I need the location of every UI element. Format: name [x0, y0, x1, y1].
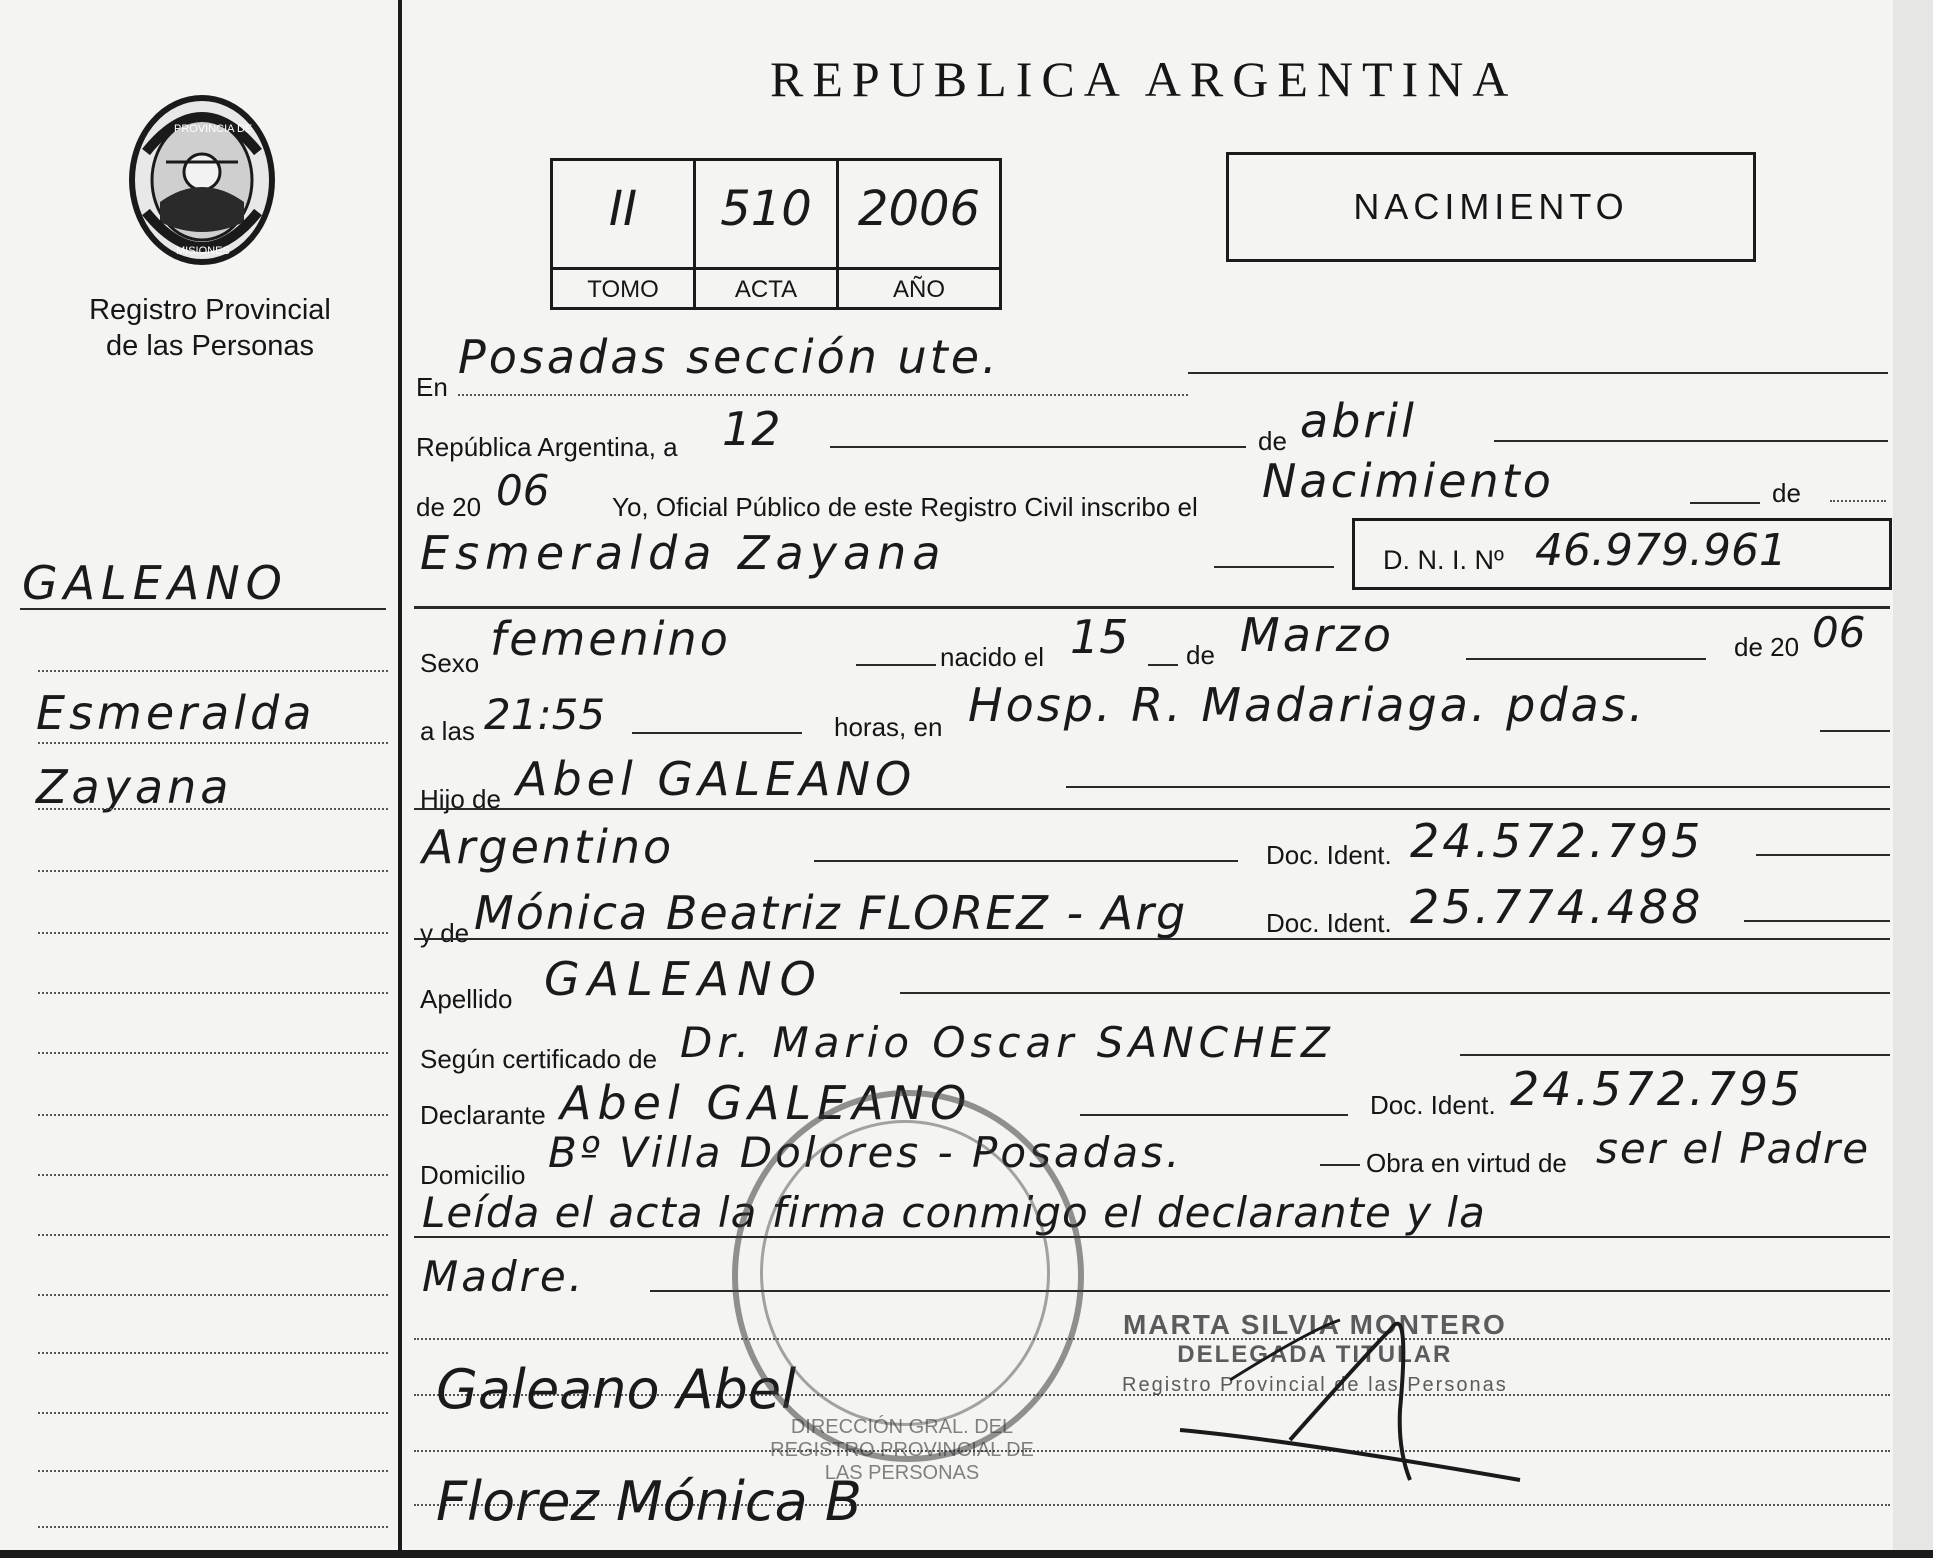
left-surname-line: [20, 608, 386, 610]
sexo-value: femenino: [490, 612, 731, 666]
tomo-cell: [553, 161, 696, 307]
a-las-label: a las: [420, 716, 475, 746]
day-value: 12: [722, 402, 781, 456]
left-rule: [38, 742, 388, 744]
madre-text: Madre.: [422, 1252, 586, 1301]
left-rule: [38, 932, 388, 934]
horas-label: horas, en: [834, 712, 943, 742]
seal-bottom-text: MISIONES: [176, 245, 230, 257]
segun-label: Según certificado de: [420, 1044, 658, 1074]
blank-line: [1494, 440, 1888, 442]
blank-line: [814, 860, 1238, 862]
blank-line: [1466, 658, 1706, 660]
dni-value: 46.979.961: [1535, 525, 1787, 576]
obra-value: ser el Padre: [1596, 1124, 1871, 1173]
child-name: Esmeralda Zayana: [420, 526, 947, 580]
left-rule: [38, 1352, 388, 1354]
oficial-text: Yo, Oficial Público de este Registro Civil inscribo el: [612, 492, 1198, 522]
birth-day: 15: [1070, 610, 1129, 664]
nacido-label: nacido el: [940, 642, 1045, 672]
official-org: Registro Provincial de las Personas: [1122, 1374, 1508, 1396]
official-role: DELEGADA TITULAR: [1177, 1341, 1453, 1368]
mother-name: Mónica Beatriz FLOREZ - Arg: [474, 886, 1188, 940]
republica-label: República Argentina, a: [416, 432, 678, 462]
blank-line: [830, 446, 1246, 448]
domicilio-value: Bº Villa Dolores - Posadas.: [548, 1128, 1183, 1177]
section-rule: [414, 938, 1890, 940]
left-rule: [38, 870, 388, 872]
registry-name: [40, 292, 380, 364]
blank-line: [1066, 786, 1890, 788]
left-rule: [38, 992, 388, 994]
signature-father: Galeano Abel: [436, 1358, 797, 1421]
column-divider: [398, 0, 402, 1558]
doc-ident-label-2: Doc. Ident.: [1266, 908, 1392, 938]
blank-line: [1320, 1164, 1360, 1166]
blank-line: [1214, 566, 1334, 568]
obra-label: Obra en virtud de: [1366, 1148, 1567, 1178]
left-rule: [38, 808, 388, 810]
mother-doc: 25.774.488: [1410, 880, 1704, 934]
blank-line: [900, 992, 1890, 994]
de-label: de: [1258, 426, 1287, 456]
en-label: En: [416, 372, 448, 402]
hour-value: 21:55: [484, 690, 606, 739]
doc-ident-label-3: Doc. Ident.: [1370, 1090, 1496, 1120]
father-nationality: Argentino: [422, 820, 675, 874]
declarante-value: Abel GALEANO: [560, 1076, 973, 1130]
apellido-label: Apellido: [420, 984, 513, 1014]
father-name: Abel GALEANO: [516, 752, 917, 806]
blank-line: [1820, 730, 1890, 732]
inscribe-value: Nacimiento: [1262, 454, 1554, 508]
acta-cell: [696, 161, 839, 307]
blank-line: [1756, 854, 1890, 856]
anio-value: 2006: [857, 181, 981, 237]
blank-line: [1148, 664, 1178, 666]
left-rule: [38, 1412, 388, 1414]
blank-line: [1188, 372, 1888, 374]
doc-ident-label: Doc. Ident.: [1266, 840, 1392, 870]
year-suffix: 06: [496, 466, 550, 515]
left-rule: [38, 670, 388, 672]
official-signature-icon: [1170, 1290, 1530, 1490]
left-rule: [38, 1234, 388, 1236]
section-rule: [414, 606, 1890, 609]
blank-line: [1080, 1114, 1348, 1116]
round-stamp-inner: [760, 1120, 1050, 1426]
left-given-name-1: Esmeralda: [36, 686, 316, 740]
dni-box: [1352, 518, 1892, 590]
y-de-label: y de: [420, 918, 470, 948]
registry-line-1: Registro Provincial: [89, 294, 331, 326]
apellido-value: GALEANO: [544, 952, 824, 1006]
birth-year-suffix: 06: [1812, 608, 1866, 657]
blank-line: [1460, 1054, 1890, 1056]
left-rule: [38, 1470, 388, 1472]
dni-label: D. N. I. Nº: [1383, 545, 1504, 575]
hijo-label: Hijo de: [420, 784, 501, 814]
blank-line: [1690, 502, 1760, 504]
left-given-name-2: Zayana: [36, 760, 233, 814]
blank-line: [856, 664, 936, 666]
left-rule: [38, 1052, 388, 1054]
birth-month: Marzo: [1240, 608, 1395, 662]
blank-line: [1744, 920, 1890, 922]
en-value: Posadas sección ute.: [458, 330, 1000, 384]
leida-text: Leída el acta la firma conmigo el declarante y la: [422, 1188, 1486, 1237]
anio-cell: [839, 161, 999, 307]
year-prefix-label: de 20: [416, 492, 482, 522]
anio-label: AÑO: [839, 267, 999, 310]
place-value: Hosp. R. Madariaga. pdas.: [968, 678, 1647, 732]
scan-edge: [1893, 0, 1933, 1558]
tomo-label: TOMO: [553, 267, 693, 310]
dotted-rule: [414, 1450, 1890, 1452]
registry-line-2: de las Personas: [106, 330, 314, 362]
domicilio-label: Domicilio: [420, 1160, 526, 1190]
left-rule: [38, 1294, 388, 1296]
month-value: abril: [1300, 394, 1417, 448]
acta-value: 510: [720, 181, 812, 237]
seal-top-text: PROVINCIA DE: [174, 123, 253, 135]
de-label-3: de: [1186, 640, 1215, 670]
tomo-acta-anio-box: [550, 158, 1002, 310]
de-label-2: de: [1772, 478, 1801, 508]
declarante-label: Declarante: [420, 1100, 546, 1130]
page-title: REPUBLICA ARGENTINA: [770, 51, 1518, 107]
section-rule: [414, 808, 1890, 810]
birth-year-prefix: de 20: [1734, 632, 1800, 662]
scan-bottom-edge: [0, 1550, 1933, 1558]
father-doc: 24.572.795: [1410, 814, 1704, 868]
left-surname: GALEANO: [22, 556, 288, 610]
left-rule: [38, 1526, 388, 1528]
tomo-value: II: [608, 181, 638, 237]
left-rule: [38, 1174, 388, 1176]
declarante-doc: 24.572.795: [1510, 1062, 1804, 1116]
dotted-rule: [458, 394, 1188, 396]
acta-label: ACTA: [696, 267, 836, 310]
dotted-rule: [1830, 500, 1886, 502]
blank-line: [632, 732, 802, 734]
section-rule: [414, 1236, 1890, 1238]
record-type-box: NACIMIENTO: [1226, 152, 1756, 262]
left-rule: [38, 1114, 388, 1116]
round-stamp-text: DIRECCIÓN GRAL. DEL REGISTRO PROVINCIAL DE LAS PERSONAS: [770, 1416, 1034, 1484]
misiones-seal-icon: [126, 92, 278, 268]
signature-mother: Florez Mónica B: [436, 1470, 862, 1533]
official-name: MARTA SILVIA MONTERO: [1122, 1309, 1507, 1340]
sexo-label: Sexo: [420, 648, 480, 678]
segun-value: Dr. Mario Oscar SANCHEZ: [680, 1018, 1335, 1067]
